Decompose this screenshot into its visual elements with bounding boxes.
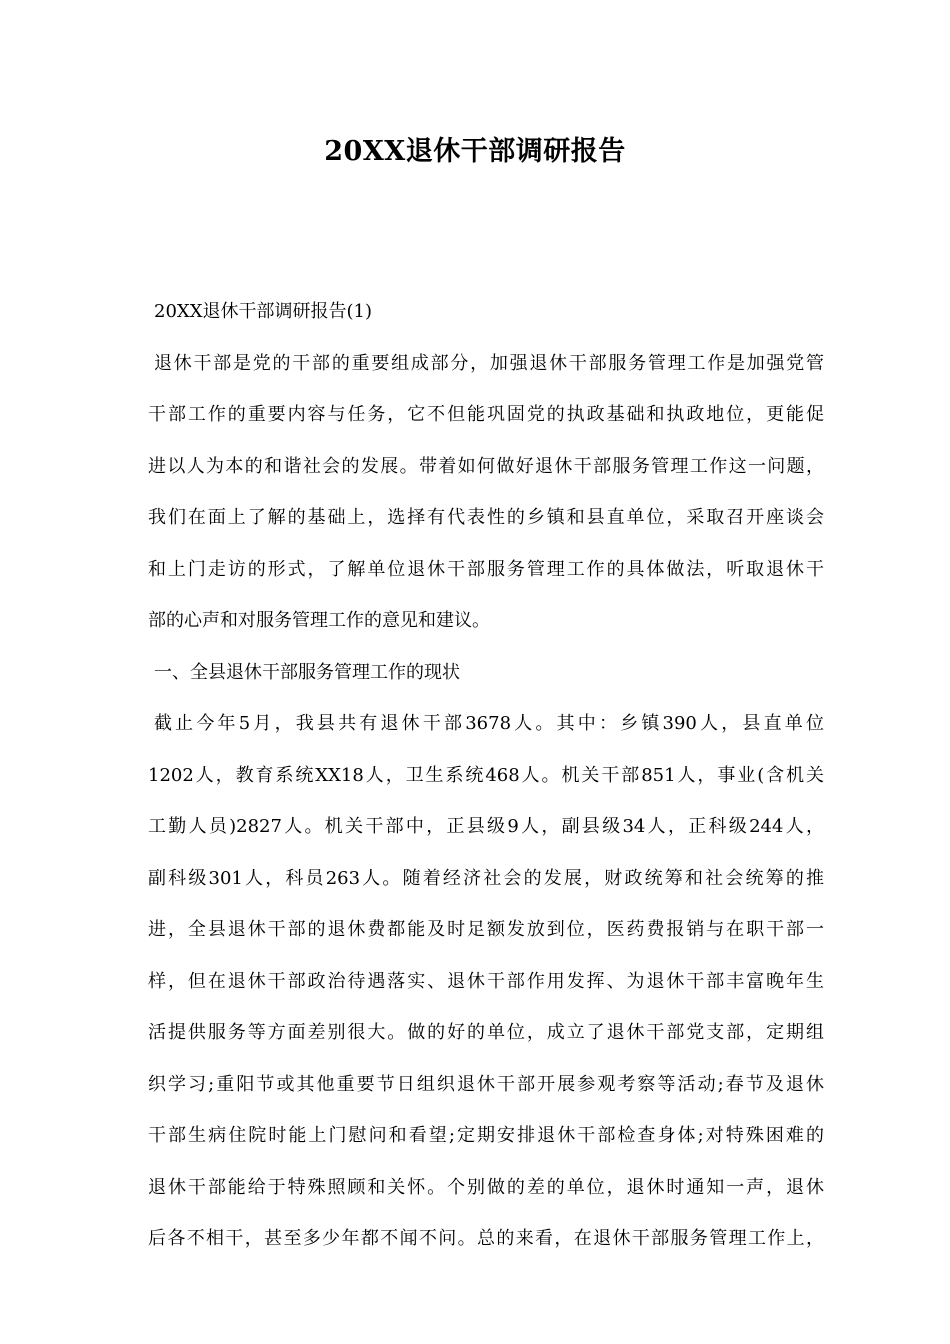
body-line: 进以人为本的和谐社会的发展。带着如何做好退休干部服务管理工作这一问题， <box>148 455 824 477</box>
document-title: 20XX退休干部调研报告 <box>324 136 626 167</box>
body-line: 一、全县退休干部服务管理工作的现状 <box>154 661 460 683</box>
body-line: 20XX退休干部调研报告(1) <box>154 301 373 322</box>
body-line: 工勤人员)2827人。机关干部中，正县级9人，副县级34人，正科级244人， <box>148 816 824 837</box>
body-line: 样，但在退休干部政治待遇落实、退休干部作用发挥、为退休干部丰富晚年生 <box>148 970 824 992</box>
document-body <box>148 286 824 1265</box>
body-line: 干部工作的重要内容与任务，它不但能巩固党的执政基础和执政地位，更能促 <box>148 404 824 425</box>
body-line: 和上门走访的形式，了解单位退休干部服务管理工作的具体做法，听取退休干 <box>148 558 824 580</box>
body-line: 进，全县退休干部的退休费都能及时足额发放到位，医药费报销与在职干部一 <box>148 919 824 940</box>
body-line: 截止今年5月，我县共有退休干部3678人。其中：乡镇390人，县直单位 <box>154 713 824 734</box>
body-line: 活提供服务等方面差别很大。做的好的单位，成立了退休干部党支部，定期组 <box>148 1022 824 1043</box>
body-line: 副科级301人，科员263人。随着经济社会的发展，财政统筹和社会统筹的推 <box>148 867 824 889</box>
body-line: 后各不相干，甚至多少年都不闻不问。总的来看，在退休干部服务管理工作上， <box>148 1228 824 1249</box>
body-line: 我们在面上了解的基础上，选择有代表性的乡镇和县直单位，采取召开座谈会 <box>148 507 824 528</box>
body-line: 1202人，教育系统XX18人，卫生系统468人。机关干部851人，事业(含机关 <box>148 764 824 786</box>
body-line: 干部生病住院时能上门慰问和看望;定期安排退休干部检查身体;对特殊困难的 <box>148 1125 824 1146</box>
body-line: 退休干部能给于特殊照顾和关怀。个别做的差的单位，退休时通知一声，退休 <box>148 1176 824 1198</box>
body-line: 退休干部是党的干部的重要组成部分，加强退休干部服务管理工作是加强党管 <box>154 352 824 374</box>
body-line: 部的心声和对服务管理工作的意见和建议。 <box>148 610 490 631</box>
body-line: 织学习;重阳节或其他重要节日组织退休干部开展参观考察等活动;春节及退休 <box>148 1073 824 1095</box>
